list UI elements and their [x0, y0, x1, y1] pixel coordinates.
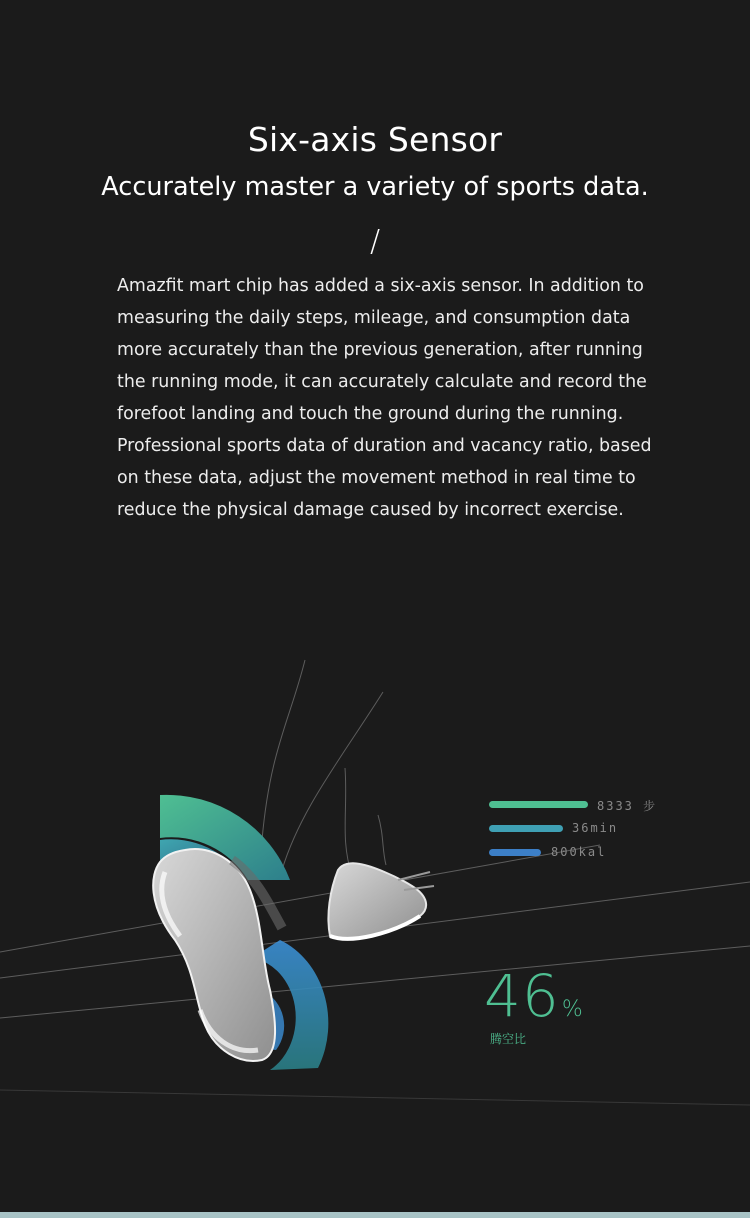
- steps-label: 8333 步: [597, 799, 658, 813]
- duration-label: 36min: [572, 821, 619, 835]
- running-shoe-icon: [153, 849, 282, 1061]
- ratio-unit: %: [561, 997, 584, 1022]
- ratio-caption: 腾空比: [490, 1032, 527, 1046]
- ratio-number: 46: [484, 962, 560, 1030]
- description-line: forefoot landing and touch the ground during the running.: [117, 404, 624, 424]
- description-line: the running mode, it can accurately calculate and record the: [117, 372, 647, 392]
- calories-label: 800kal: [551, 845, 607, 859]
- description-line: reduce the physical damage caused by incorrect exercise.: [117, 500, 624, 520]
- description-line: more accurately than the previous generation, after running: [117, 340, 643, 360]
- feature-description: [117, 270, 677, 526]
- running-shoe-icon: [328, 863, 434, 939]
- description-line: Amazfit mart chip has added a six-axis sensor. In addition to: [117, 276, 644, 296]
- section-title: Six-axis Sensor: [247, 120, 503, 159]
- ratio-value: [484, 962, 584, 1030]
- description-line: on these data, adjust the movement method in real time to: [117, 468, 636, 488]
- running-shoes-illustration: [0, 640, 750, 1200]
- duration-bar: [489, 825, 563, 832]
- title-divider: /: [369, 224, 381, 259]
- description-line: Professional sports data of duration and vacancy ratio, based: [117, 436, 652, 456]
- calories-bar: [489, 849, 541, 856]
- description-line: measuring the daily steps, mileage, and consumption data: [117, 308, 631, 328]
- section-subtitle: Accurately master a variety of sports data.: [101, 172, 649, 202]
- steps-bar: [489, 801, 588, 808]
- bottom-divider: [0, 1212, 750, 1218]
